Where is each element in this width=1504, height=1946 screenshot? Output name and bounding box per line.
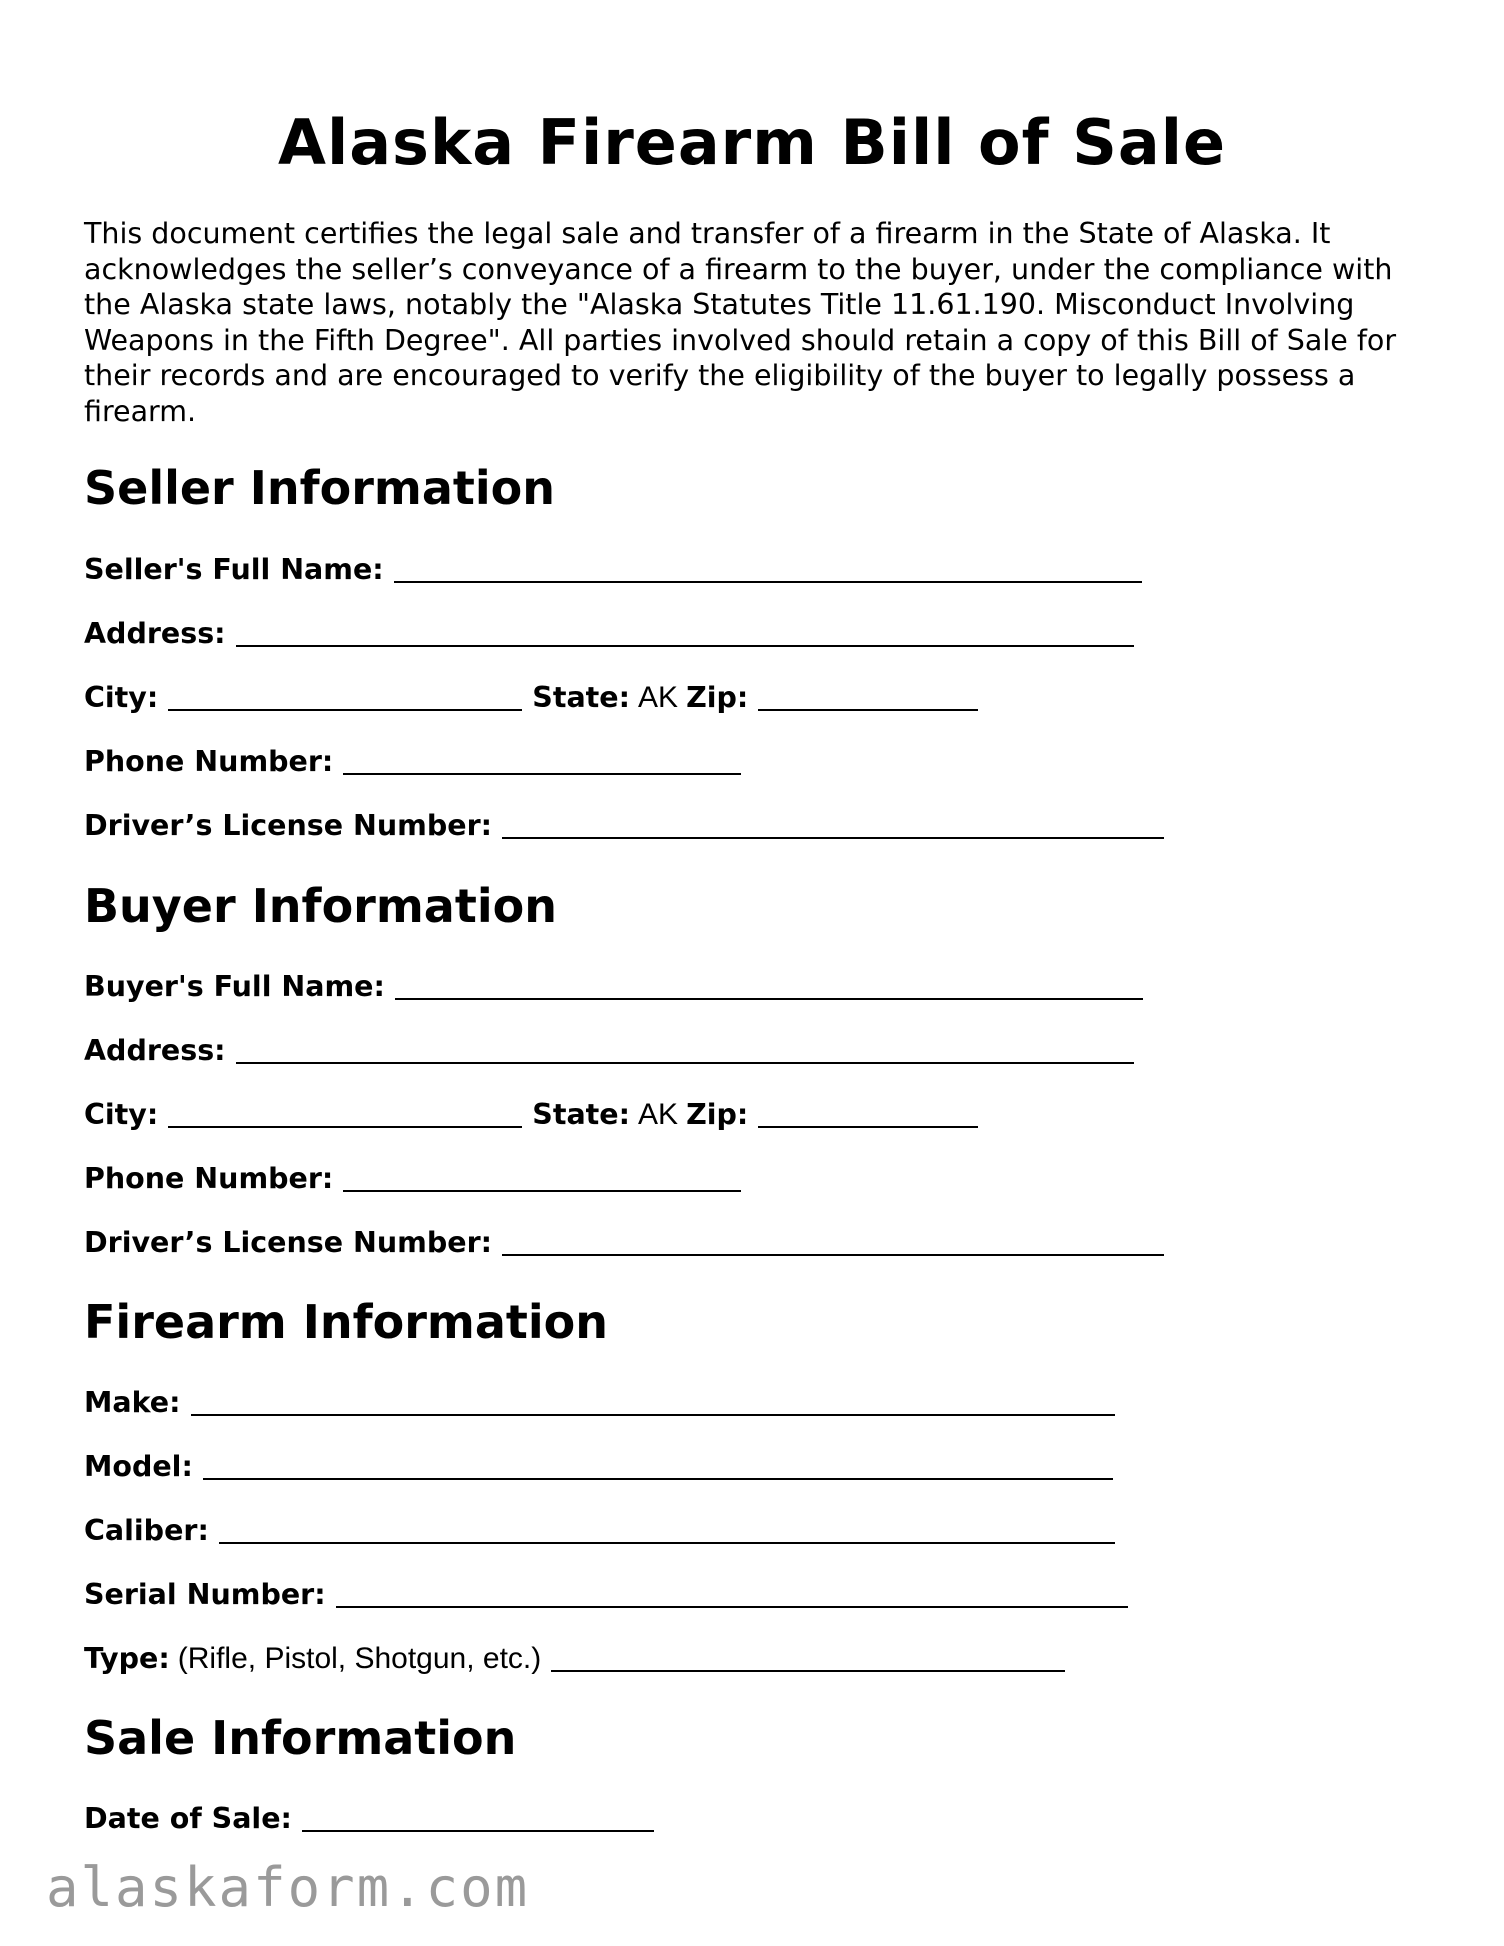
firearm-type-label: Type:	[84, 1642, 170, 1675]
seller-license-field[interactable]	[502, 813, 1164, 839]
buyer-address-field[interactable]	[236, 1038, 1134, 1064]
firearm-serial-label: Serial Number:	[84, 1578, 326, 1611]
buyer-full-name-label: Buyer's Full Name:	[84, 970, 385, 1003]
seller-state-value: AK	[638, 681, 679, 714]
firearm-model-field[interactable]	[203, 1454, 1113, 1480]
buyer-city-state-zip-row	[84, 1097, 988, 1133]
firearm-type-hint: (Rifle, Pistol, Shotgun, etc.)	[177, 1642, 542, 1675]
firearm-model-label: Model:	[84, 1450, 193, 1483]
seller-city-field[interactable]	[168, 685, 522, 711]
document-title: Alaska Firearm Bill of Sale	[277, 106, 1226, 179]
seller-zip-label: Zip:	[686, 681, 749, 714]
buyer-full-name-field[interactable]	[395, 974, 1143, 1000]
seller-phone-row	[84, 744, 751, 780]
seller-full-name-label: Seller's Full Name:	[84, 553, 384, 586]
buyer-zip-field[interactable]	[758, 1102, 978, 1128]
seller-city-state-zip-row	[84, 680, 988, 716]
buyer-zip-label: Zip:	[686, 1098, 749, 1131]
buyer-license-field[interactable]	[502, 1230, 1164, 1256]
firearm-caliber-label: Caliber:	[84, 1514, 209, 1547]
seller-zip-field[interactable]	[758, 685, 978, 711]
seller-full-name-row	[84, 552, 1152, 588]
firearm-section-heading: Firearm Information	[84, 1295, 608, 1349]
seller-phone-label: Phone Number:	[84, 745, 334, 778]
sale-date-field[interactable]	[302, 1806, 654, 1832]
buyer-license-label: Driver’s License Number:	[84, 1226, 493, 1259]
seller-state-label: State:	[532, 681, 631, 714]
firearm-caliber-field[interactable]	[219, 1518, 1115, 1544]
seller-address-field[interactable]	[236, 621, 1134, 647]
watermark: alaskaform.com	[46, 1856, 530, 1919]
buyer-section-heading: Buyer Information	[84, 879, 557, 933]
firearm-type-field[interactable]	[551, 1646, 1065, 1672]
seller-address-row	[84, 616, 1144, 652]
buyer-address-label: Address:	[84, 1034, 226, 1067]
firearm-make-label: Make:	[84, 1386, 181, 1419]
sale-date-row	[84, 1801, 664, 1837]
buyer-city-label: City:	[84, 1098, 159, 1131]
buyer-city-field[interactable]	[168, 1102, 522, 1128]
buyer-license-row	[84, 1225, 1174, 1261]
buyer-state-value: AK	[638, 1098, 679, 1131]
seller-full-name-field[interactable]	[394, 557, 1142, 583]
seller-license-row	[84, 808, 1174, 844]
buyer-address-row	[84, 1033, 1144, 1069]
seller-license-label: Driver’s License Number:	[84, 809, 493, 842]
buyer-full-name-row	[84, 969, 1153, 1005]
firearm-serial-field[interactable]	[336, 1582, 1128, 1608]
firearm-model-row	[84, 1449, 1123, 1485]
firearm-caliber-row	[84, 1513, 1125, 1549]
buyer-phone-field[interactable]	[343, 1166, 741, 1192]
seller-section-heading: Seller Information	[84, 461, 556, 515]
seller-city-label: City:	[84, 681, 159, 714]
buyer-phone-label: Phone Number:	[84, 1162, 334, 1195]
buyer-phone-row	[84, 1161, 751, 1197]
firearm-type-row	[84, 1641, 1075, 1677]
seller-phone-field[interactable]	[343, 749, 741, 775]
intro-paragraph: This document certifies the legal sale and transfer of a firearm in the State of Alaska. It acknowledges the seller’s conveyance of a firearm to the buyer, under the compliance with the Alaska state laws, notably the "Alaska Statutes Title 11.61.190. Misconduct Involving Weapons in the Fifth Degree". All parties involved should retain a copy of this Bill of Sale for their records and are encouraged to verify the eligibility of the buyer to legally possess a firearm.	[84, 217, 1397, 428]
firearm-serial-row	[84, 1577, 1138, 1613]
sale-date-label: Date of Sale:	[84, 1802, 292, 1835]
sale-section-heading: Sale Information	[84, 1711, 517, 1765]
firearm-make-field[interactable]	[191, 1390, 1115, 1416]
seller-address-label: Address:	[84, 617, 226, 650]
firearm-make-row	[84, 1385, 1125, 1421]
buyer-state-label: State:	[532, 1098, 631, 1131]
